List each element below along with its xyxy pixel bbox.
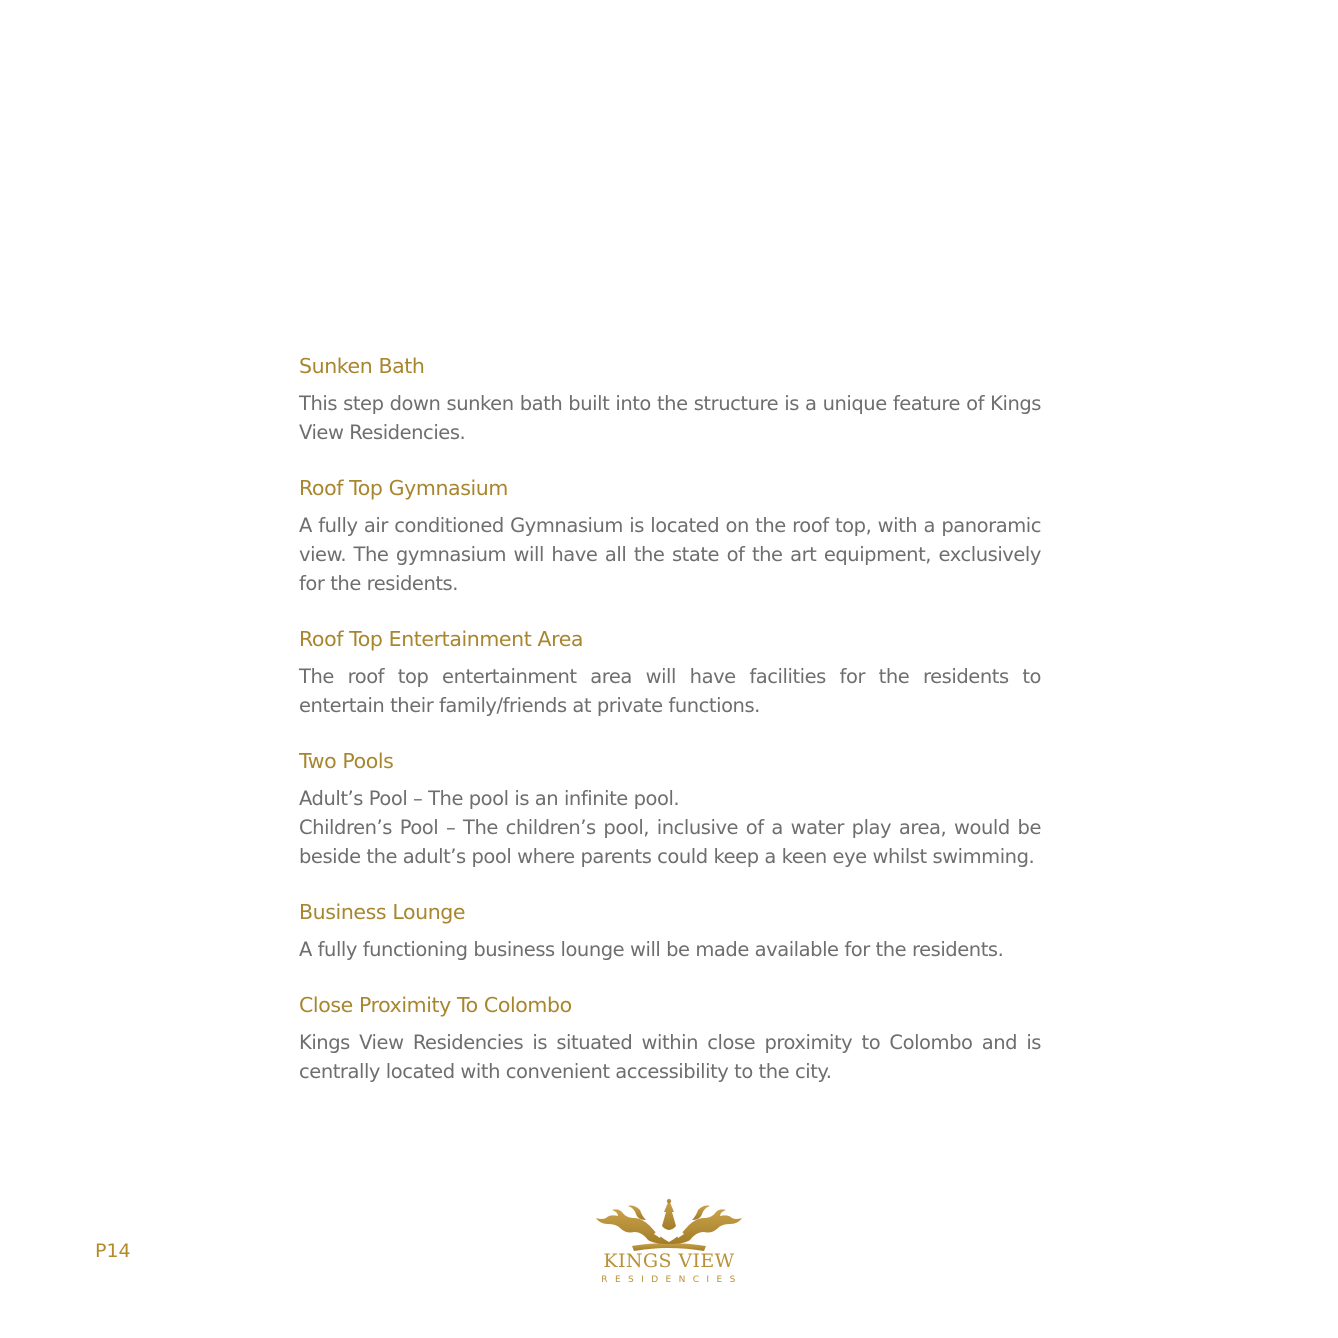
section-roof-top-entertainment [299,625,1041,720]
section-close-proximity [299,991,1041,1086]
section-business-lounge [299,898,1041,964]
section-text: A fully functioning business lounge will be made available for the residents. [299,938,1004,961]
section-sunken-bath [299,352,1041,447]
section-heading: Roof Top Entertainment Area [299,627,584,651]
section-text: Adult’s Pool – The pool is an infinite pool. [299,787,680,810]
section-heading: Business Lounge [299,900,466,924]
logo-title: KINGS VIEW [603,1250,735,1272]
section-heading: Close Proximity To Colombo [299,993,572,1017]
section-text: A fully air conditioned Gymnasium is located on the roof top, with a panoramic view. The gymnasium will have all the state of the art equipment, exclusively for the residents. [299,514,1041,595]
brand-logo [588,1196,750,1296]
crown-icon [588,1196,750,1252]
logo-subtitle: RESIDENCIES [601,1275,743,1285]
section-text: The roof top entertainment area will have facilities for the residents to entertain their family/friends at private functions. [299,665,1041,717]
section-text: Children’s Pool – The children’s pool, inclusive of a water play area, would be beside the adult’s pool where parents could keep a keen eye whilst swimming. [299,816,1041,868]
section-heading: Two Pools [299,749,394,773]
section-two-pools [299,747,1041,871]
feature-list [299,352,1041,1113]
section-text: This step down sunken bath built into the structure is a unique feature of Kings View Residencies. [299,392,1041,444]
page-number: P14 [95,1240,131,1262]
section-heading: Sunken Bath [299,354,425,378]
section-heading: Roof Top Gymnasium [299,476,508,500]
section-text: Kings View Residencies is situated within close proximity to Colombo and is centrally located with convenient accessibility to the city. [299,1031,1041,1083]
section-roof-top-gymnasium [299,474,1041,598]
